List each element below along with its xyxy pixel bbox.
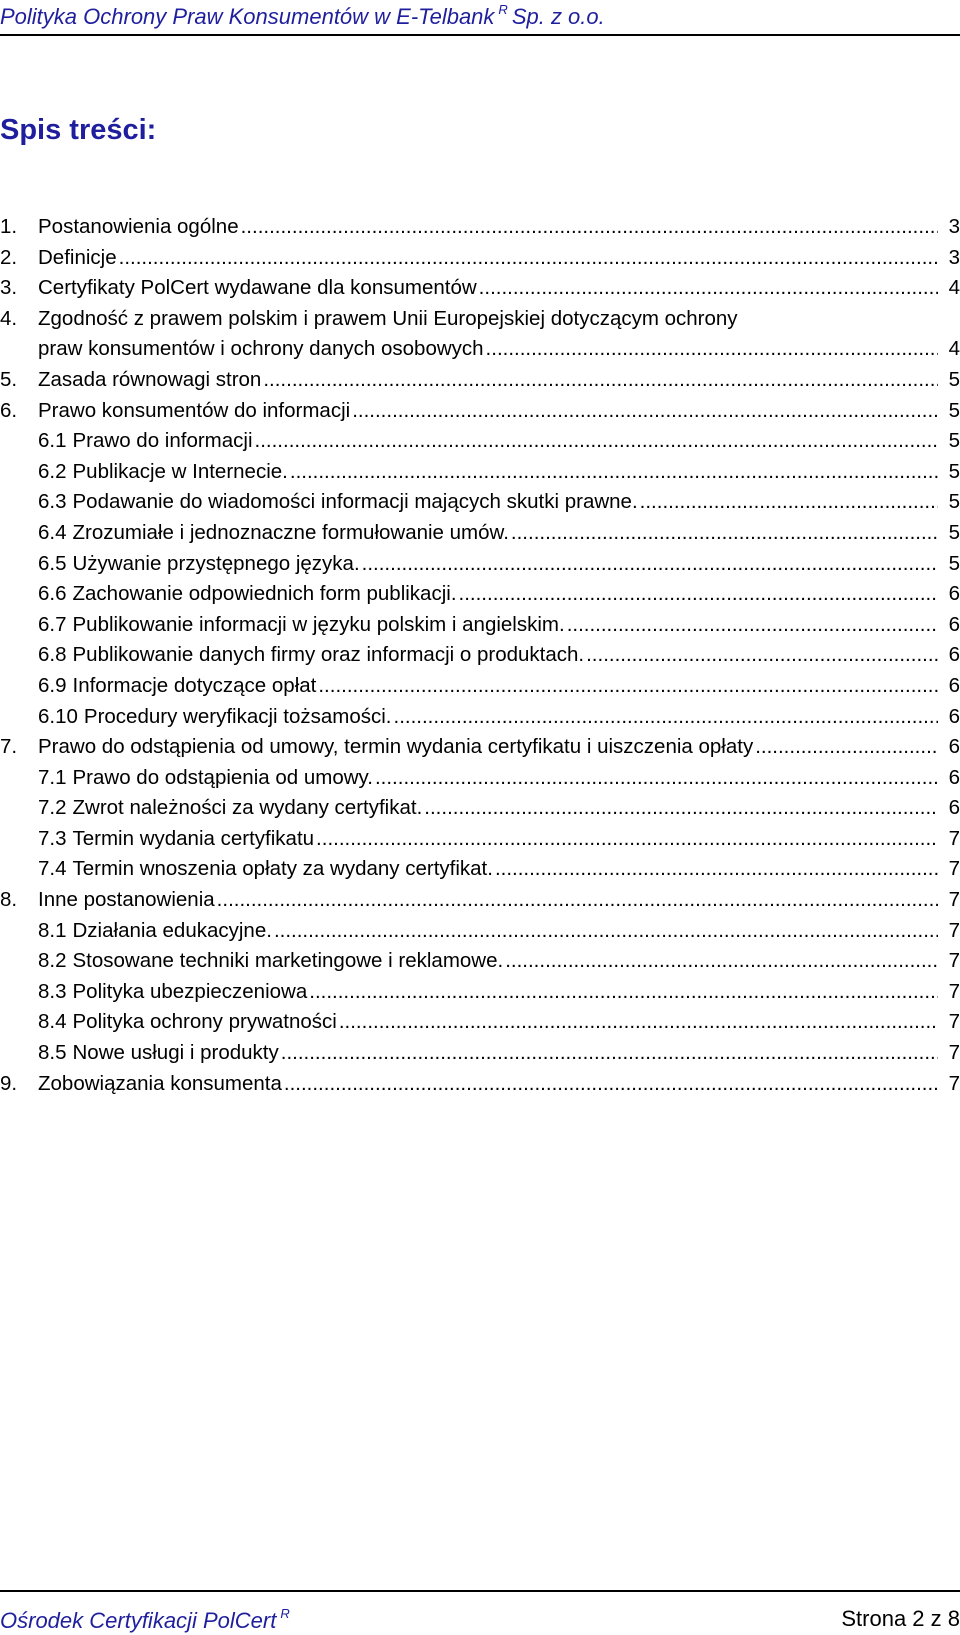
toc-leader-dots <box>459 579 938 610</box>
toc-entry-number: 7.1 <box>38 765 67 789</box>
footer-registered-mark: R <box>280 1606 290 1621</box>
toc-entry[interactable] <box>0 702 960 733</box>
toc-entry-page: 3 <box>948 245 960 269</box>
toc-entry-number: 4. <box>0 306 18 330</box>
toc-entry-text: Certyfikaty PolCert wydawane dla konsumentów <box>38 276 477 300</box>
toc-entry[interactable] <box>0 1038 960 1069</box>
toc-entry-page: 6 <box>948 643 960 667</box>
footer-organization: Ośrodek Certyfikacji PolCert <box>0 1608 277 1633</box>
toc-entry-page: 5 <box>948 367 960 391</box>
toc-entry-number: 6.5 <box>38 551 67 575</box>
toc-leader-dots <box>284 1069 938 1100</box>
toc-entry-text: Polityka ochrony prywatności <box>72 1010 337 1034</box>
toc-entry-page: 7 <box>948 857 960 881</box>
toc-entry-page: 7 <box>948 949 960 973</box>
toc-leader-dots <box>640 487 938 518</box>
toc-entry-page: 7 <box>948 918 960 942</box>
toc-leader-dots <box>274 916 938 947</box>
toc-leader-dots <box>479 273 938 304</box>
toc-entry-number: 8.5 <box>38 1041 67 1065</box>
toc-entry-text: Działania edukacyjne. <box>72 918 272 942</box>
toc-entry[interactable] <box>0 304 960 335</box>
toc-leader-dots <box>309 977 938 1008</box>
toc-entry-number: 8.4 <box>38 1010 67 1034</box>
page-footer <box>0 1590 960 1634</box>
toc-entry[interactable] <box>0 916 960 947</box>
toc-entry-number: 6.7 <box>38 612 67 636</box>
toc-entry-text: Publikowanie informacji w języku polskim i angielskim. <box>72 612 565 636</box>
toc-entry-text: Termin wydania certyfikatu <box>72 826 315 850</box>
toc-entry-text: Termin wnoszenia opłaty za wydany certyfikat. <box>72 857 493 881</box>
toc-entry[interactable] <box>0 396 960 427</box>
toc-entry-number: 8.2 <box>38 949 67 973</box>
toc-entry[interactable] <box>0 854 960 885</box>
toc-entry-page: 7 <box>948 888 960 912</box>
toc-leader-dots <box>339 1007 938 1038</box>
toc-entry-text: Zachowanie odpowiednich form publikacji. <box>72 582 457 606</box>
toc-entry-page: 6 <box>948 582 960 606</box>
toc-entry-page: 6 <box>948 612 960 636</box>
toc-entry-text: Prawo do odstąpienia od umowy. <box>72 765 373 789</box>
toc-entry-text: Prawo konsumentów do informacji <box>38 398 351 422</box>
page-number: Strona 2 z 8 <box>841 1606 960 1631</box>
toc-entry-number: 7.3 <box>38 826 67 850</box>
toc-entry-text: Procedury weryfikacji tożsamości. <box>83 704 392 728</box>
toc-leader-dots <box>281 1038 938 1069</box>
toc-entry-number: 9. <box>0 1071 18 1095</box>
toc-entry-page: 5 <box>948 520 960 544</box>
toc-entry-continuation[interactable] <box>0 334 960 365</box>
toc-entry-text: Informacje dotyczące opłat <box>72 673 317 697</box>
toc-entry-text: Inne postanowienia <box>38 888 215 912</box>
toc-entry-text: Używanie przystępnego języka. <box>72 551 360 575</box>
toc-entry-text: Stosowane techniki marketingowe i reklamowe. <box>72 949 504 973</box>
toc-entry-number: 6.9 <box>38 673 67 697</box>
toc-entry-number: 6.1 <box>38 429 67 453</box>
toc-entry-page: 4 <box>948 337 960 361</box>
toc-entry-number: 6.2 <box>38 459 67 483</box>
toc-entry[interactable] <box>0 640 960 671</box>
toc-entry-page: 6 <box>948 673 960 697</box>
header-company-suffix: Sp. z o.o. <box>511 4 605 29</box>
toc-entry-page: 6 <box>948 735 960 759</box>
toc-leader-dots <box>263 365 938 396</box>
toc-leader-dots <box>255 426 938 457</box>
toc-entry[interactable] <box>0 487 960 518</box>
toc-entry-page: 7 <box>948 1071 960 1095</box>
toc-entry[interactable] <box>0 426 960 457</box>
toc-leader-dots <box>424 793 938 824</box>
toc-leader-dots <box>119 243 938 274</box>
toc-entry-text: Publikowanie danych firmy oraz informacji o produktach. <box>72 643 585 667</box>
toc-entry-number: 6.10 <box>38 704 78 728</box>
toc-leader-dots <box>352 396 938 427</box>
toc-entry-text: Definicje <box>38 245 117 269</box>
toc-entry[interactable] <box>0 824 960 855</box>
toc-entry-number: 7. <box>0 735 18 759</box>
toc-entry-text: praw konsumentów i ochrony danych osobowych <box>38 337 484 361</box>
toc-entry-number: 5. <box>0 367 18 391</box>
toc-leader-dots <box>567 610 938 641</box>
footer-left <box>0 1606 294 1634</box>
table-of-contents <box>0 212 960 1099</box>
header-title: Polityka Ochrony Praw Konsumentów w E-Telbank <box>0 4 495 29</box>
toc-entry-page: 7 <box>948 979 960 1003</box>
toc-entry[interactable] <box>0 518 960 549</box>
toc-entry-number: 7.4 <box>38 857 67 881</box>
toc-entry-page: 5 <box>948 459 960 483</box>
toc-leader-dots <box>495 854 938 885</box>
toc-entry-number: 8.3 <box>38 979 67 1003</box>
toc-entry-number: 8.1 <box>38 918 67 942</box>
toc-entry[interactable] <box>0 732 960 763</box>
toc-leader-dots <box>318 671 938 702</box>
toc-entry-text: Polityka ubezpieczeniowa <box>72 979 308 1003</box>
toc-entry[interactable] <box>0 273 960 304</box>
toc-leader-dots <box>511 518 938 549</box>
toc-entry[interactable] <box>0 1069 960 1100</box>
toc-leader-dots <box>505 946 938 977</box>
toc-entry-text: Zobowiązania konsumenta <box>38 1071 282 1095</box>
toc-leader-dots <box>362 549 938 580</box>
toc-entry[interactable] <box>0 365 960 396</box>
toc-entry[interactable] <box>0 457 960 488</box>
toc-entry[interactable] <box>0 243 960 274</box>
toc-entry-text: Prawo do informacji <box>72 429 253 453</box>
toc-entry-text: Prawo do odstąpienia od umowy, termin wydania certyfikatu i uiszczenia opłaty <box>38 735 754 759</box>
toc-entry-page: 6 <box>948 704 960 728</box>
toc-entry-number: 6.3 <box>38 490 67 514</box>
toc-entry-number: 6. <box>0 398 18 422</box>
toc-entry-text: Zrozumiałe i jednoznaczne formułowanie umów. <box>72 520 509 544</box>
toc-entry-text: Zgodność z prawem polskim i prawem Unii Europejskiej dotyczącym ochrony <box>38 306 738 330</box>
toc-entry-page: 7 <box>948 1010 960 1034</box>
toc-entry[interactable] <box>0 1007 960 1038</box>
toc-leader-dots <box>217 885 938 916</box>
toc-entry-text: Zasada równowagi stron <box>38 367 262 391</box>
toc-leader-dots <box>290 457 938 488</box>
toc-entry-page: 5 <box>948 429 960 453</box>
toc-entry-page: 5 <box>948 551 960 575</box>
toc-entry-number: 6.6 <box>38 582 67 606</box>
toc-entry[interactable] <box>0 671 960 702</box>
toc-leader-dots <box>375 763 938 794</box>
toc-leader-dots <box>755 732 938 763</box>
toc-entry-page: 7 <box>948 826 960 850</box>
toc-entry-text: Publikacje w Internecie. <box>72 459 288 483</box>
toc-entry-page: 3 <box>948 215 960 238</box>
toc-leader-dots <box>394 702 939 733</box>
page-header <box>0 2 960 36</box>
toc-entry-number: 3. <box>0 276 18 300</box>
registered-mark: R <box>498 2 508 17</box>
toc-entry[interactable] <box>0 763 960 794</box>
toc-entry-page: 7 <box>948 1041 960 1065</box>
toc-leader-dots <box>316 824 938 855</box>
toc-entry-number: 7.2 <box>38 796 67 820</box>
toc-entry-text: Nowe usługi i produkty <box>72 1041 279 1065</box>
toc-entry[interactable] <box>0 549 960 580</box>
toc-entry-text: Postanowienia ogólne <box>38 215 239 238</box>
toc-leader-dots <box>486 334 938 365</box>
toc-entry[interactable] <box>0 946 960 977</box>
toc-entry-number: 8. <box>0 888 18 912</box>
toc-entry-text: Podawanie do wiadomości informacji mających skutki prawne. <box>72 490 638 514</box>
toc-entry[interactable] <box>0 977 960 1008</box>
toc-title: Spis treści: <box>0 114 157 146</box>
toc-leader-dots <box>241 212 938 243</box>
toc-entry-number: 6.4 <box>38 520 67 544</box>
toc-entry[interactable] <box>0 885 960 916</box>
toc-entry[interactable] <box>0 610 960 641</box>
toc-leader-dots <box>586 640 938 671</box>
toc-entry-number: 6.8 <box>38 643 67 667</box>
toc-entry[interactable] <box>0 579 960 610</box>
toc-entry-number: 1. <box>0 215 18 238</box>
toc-entry-page: 6 <box>948 796 960 820</box>
toc-entry-page: 5 <box>948 398 960 422</box>
toc-entry[interactable] <box>0 212 960 243</box>
toc-entry-text: Zwrot należności za wydany certyfikat. <box>72 796 423 820</box>
toc-entry-page: 4 <box>948 276 960 300</box>
toc-entry-number: 2. <box>0 245 18 269</box>
toc-entry-page: 6 <box>948 765 960 789</box>
toc-entry[interactable] <box>0 793 960 824</box>
toc-entry-page: 5 <box>948 490 960 514</box>
